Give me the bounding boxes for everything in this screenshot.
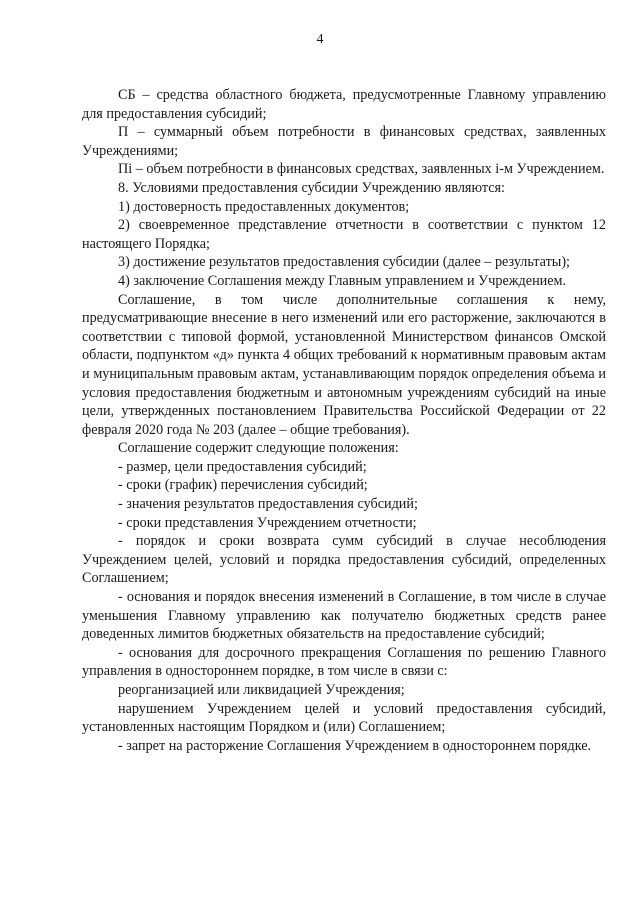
- list-item-amount: - размер, цели предоставления субсидий;: [118, 458, 367, 475]
- list-item-return: - порядок и сроки возврата сумм субсидий в случае несоблюдения Учреждением целей, условий и порядка предоставления субсидий, определенных Соглашением;: [82, 533, 606, 587]
- paragraph-sb-definition: СБ – средства областного бюджета, предусмотренные Главному управлению для предоставления субсидий;: [82, 87, 606, 122]
- list-item-prohibition: - запрет на расторжение Соглашения Учреждением в одностороннем порядке.: [118, 737, 592, 754]
- paragraph-p-definition: П – суммарный объем потребности в финансовых средствах, заявленных Учреждениями;: [82, 124, 606, 159]
- paragraph-condition-4: 4) заключение Соглашения между Главным управлением и Учреждением.: [118, 272, 567, 289]
- list-item-reporting: - сроки представления Учреждением отчетности;: [118, 514, 417, 531]
- paragraph-agreement-contains: Соглашение содержит следующие положения:: [118, 440, 399, 457]
- list-item-termination: - основания для досрочного прекращения Соглашения по решению Главного управления в одностороннем порядке, в том числе в связи с:: [82, 644, 606, 680]
- list-subitem-reorganization: реорганизацией или ликвидацией Учреждения;: [118, 682, 405, 698]
- document-body: [82, 86, 606, 755]
- paragraph-condition-2: 2) своевременное представление отчетности в соответствии с пунктом 12 настоящего Порядка;: [82, 217, 606, 252]
- list-item-amendments: - основания и порядок внесения изменений в Соглашение, в том числе в случае уменьшения Главному управлению как получателю бюджетных средств ранее доведенных лимитов бюджетных обязательств на предоставление субсидий;: [82, 589, 606, 643]
- paragraph-pi-definition: Пi – объем потребности в финансовых средствах, заявленных i-м Учреждением.: [118, 161, 605, 178]
- paragraph-condition-3: 3) достижение результатов предоставления субсидии (далее – результаты);: [118, 254, 570, 271]
- list-item-results: - значения результатов предоставления субсидий;: [118, 496, 418, 513]
- list-subitem-violation: нарушением Учреждением целей и условий предоставления субсидий, установленных настоящим Порядком и (или) Соглашением;: [82, 700, 606, 736]
- list-item-schedule: - сроки (график) перечисления субсидий;: [118, 477, 368, 494]
- page-number: 4: [316, 32, 324, 47]
- paragraph-condition-1: 1) достоверность предоставленных документов;: [118, 198, 410, 215]
- paragraph-section-8-title: 8. Условиями предоставления субсидии Учреждению являются:: [118, 179, 505, 196]
- paragraph-agreement: Соглашение, в том числе дополнительные соглашения к нему, предусматривающие внесение в него изменений или его расторжение, заключаются в соответствии с типовой формой, установленной Министерством финансов Омской области, подпунктом «д» пункта 4 общих требований к нормативным правовым актам и муниципальным правовым актам, устанавливающим порядок определения объема и условия предоставления бюджетным и автономным учреждениям субсидий на иные цели, утвержденных постановлением Правительства Российской Федерации от 22 февраля 2020 года № 203 (далее – общие требования).: [82, 291, 606, 438]
